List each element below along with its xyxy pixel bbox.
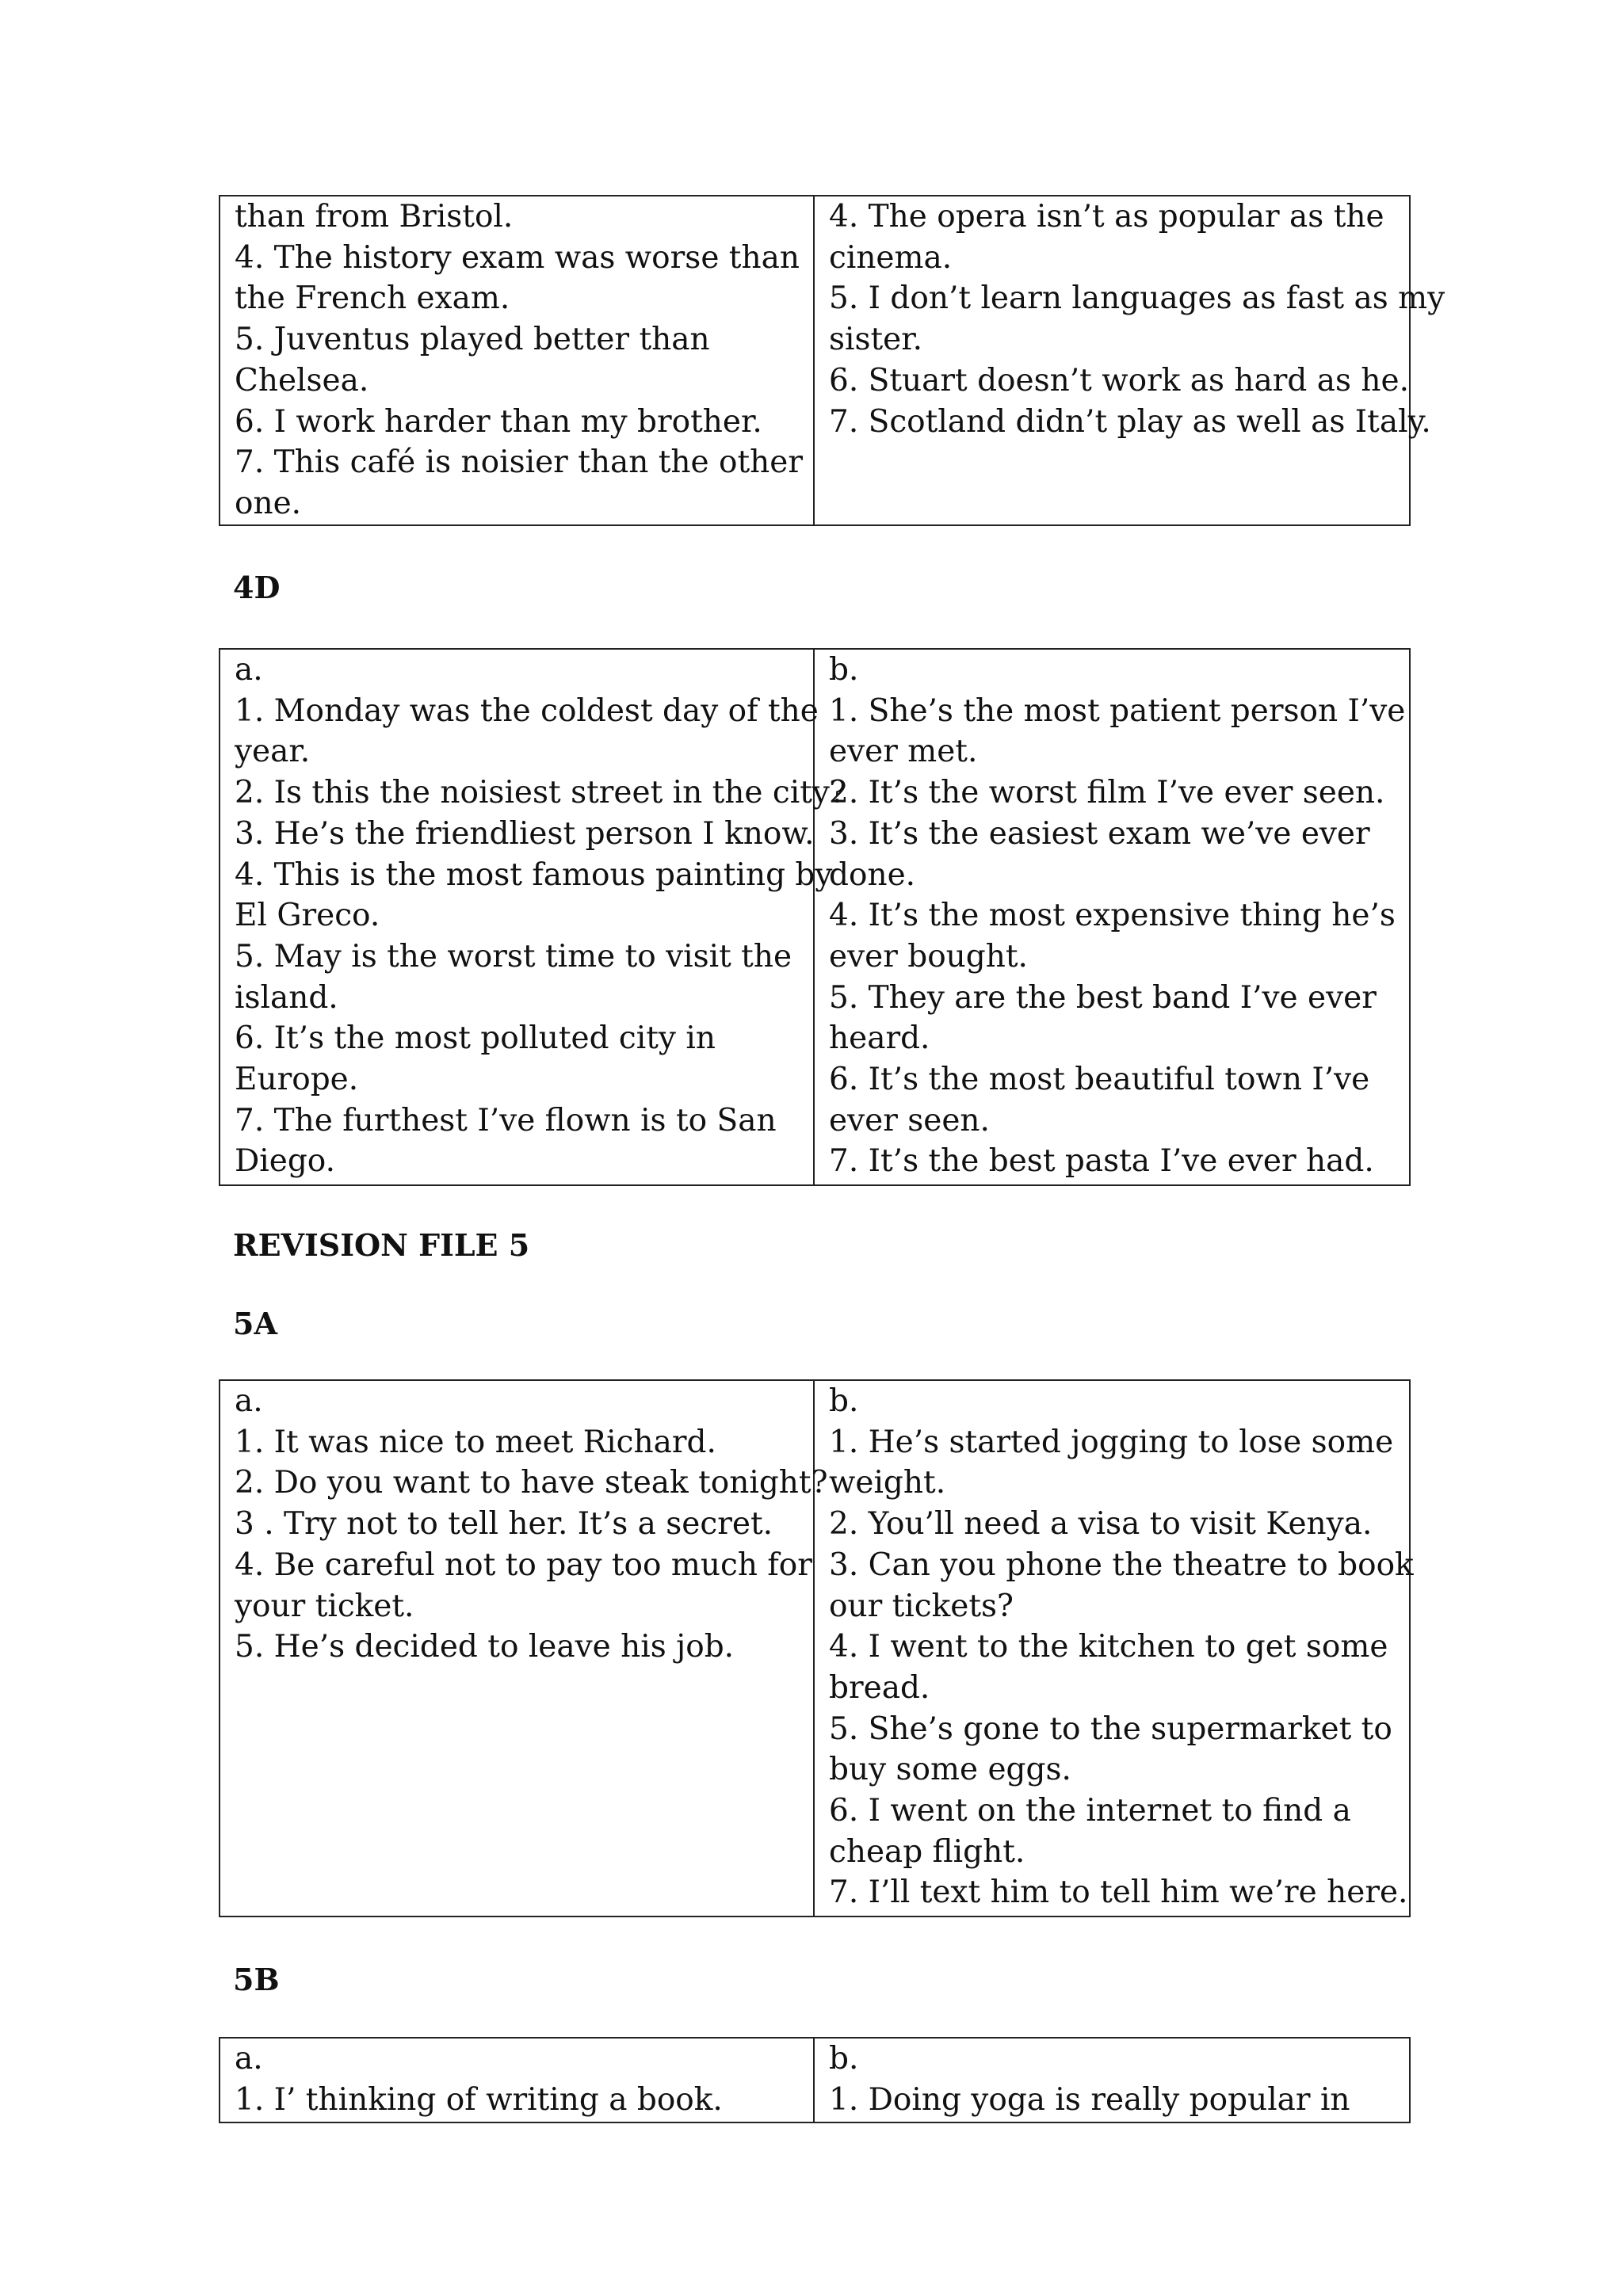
table-cell-line: one.	[235, 485, 302, 521]
table-cell-line: 2. It’s the worst film I’ve ever seen.	[829, 775, 1385, 811]
table-cell-line: cheap flight.	[829, 1833, 1025, 1870]
table-cell-line: 6. Stuart doesn’t work as hard as he.	[829, 362, 1410, 399]
section-heading-5a: 5A	[233, 1306, 277, 1341]
table-cell-line: Chelsea.	[235, 362, 369, 399]
table-cell-line: 4. It’s the most expensive thing he’s	[829, 898, 1396, 934]
table-cell-line: 2. Is this the noisiest street in the city?	[235, 775, 846, 811]
table-cell-line: 4. This is the most famous painting by	[235, 856, 833, 893]
section-heading-revision-file-5: REVISION FILE 5	[233, 1227, 530, 1263]
table-cell-line: a.	[235, 1383, 263, 1419]
table-column-right	[815, 196, 1445, 524]
table-cell-line: heard.	[829, 1020, 930, 1057]
table-cell-line: El Greco.	[235, 898, 380, 934]
table-cell-line: island.	[235, 979, 338, 1016]
answer-table-4c	[219, 195, 1445, 526]
table-cell-line: 7. This café is noisier than the other	[235, 444, 804, 481]
answer-table-5a	[219, 1379, 1414, 1917]
table-cell-line: 6. It’s the most polluted city in	[235, 1020, 716, 1057]
table-cell-line: Diego.	[235, 1143, 335, 1180]
table-column-left	[220, 196, 815, 524]
table-cell-line: 6. I work harder than my brother.	[235, 403, 762, 440]
table-cell-line: the French exam.	[235, 280, 510, 317]
table-cell-line: 4. The history exam was worse than	[235, 239, 800, 276]
table-cell-line: 4. The opera isn’t as popular as the	[829, 199, 1384, 235]
table-cell-line: 1. She’s the most patient person I’ve	[829, 692, 1406, 729]
table-cell-line: 5. She’s gone to the supermarket to	[829, 1711, 1392, 1747]
table-cell-line: ever met.	[829, 734, 978, 770]
table-cell-line: ever bought.	[829, 938, 1028, 974]
table-cell-line: 5. They are the best band I’ve ever	[829, 979, 1377, 1016]
table-cell-line: 2. Do you want to have steak tonight?	[235, 1465, 828, 1501]
table-cell-line: b.	[829, 1383, 859, 1419]
table-cell-line: 1. Doing yoga is really popular in	[829, 2081, 1350, 2118]
table-cell-line: a.	[235, 2041, 263, 2077]
table-cell-line: 4. Be careful not to pay too much for	[235, 1547, 812, 1583]
table-cell-line: 7. The furthest I’ve flown is to San	[235, 1102, 777, 1138]
table-cell-line: your ticket.	[235, 1588, 414, 1624]
table-cell-line: 5. Juventus played better than	[235, 322, 710, 358]
table-column-left	[220, 1381, 828, 1916]
table-cell-line: 1. It was nice to meet Richard.	[235, 1424, 716, 1460]
table-cell-line: 3. He’s the friendliest person I know.	[235, 815, 815, 852]
table-cell-line: sister.	[829, 322, 923, 358]
table-cell-line: 3. Can you phone the theatre to book	[829, 1547, 1414, 1583]
table-cell-line: b.	[829, 652, 859, 688]
table-cell-line: year.	[235, 734, 311, 770]
answer-table-4d	[219, 648, 1411, 1186]
table-cell-line: cinema.	[829, 239, 953, 276]
table-cell-line: 4. I went to the kitchen to get some	[829, 1629, 1388, 1665]
table-column-left	[220, 2039, 815, 2122]
table-cell-line: 7. Scotland didn’t play as well as Italy.	[829, 403, 1431, 440]
table-cell-line: 5. He’s decided to leave his job.	[235, 1629, 735, 1665]
table-cell-line: 5. I don’t learn languages as fast as my	[829, 280, 1445, 317]
table-cell-line: a.	[235, 652, 263, 688]
table-column-right	[815, 2039, 1409, 2122]
table-cell-line: buy some eggs.	[829, 1752, 1071, 1788]
section-heading-4d: 4D	[233, 570, 281, 605]
table-cell-line: 2. You’ll need a visa to visit Kenya.	[829, 1506, 1373, 1543]
table-cell-line: 7. I’ll text him to tell him we’re here.	[829, 1875, 1408, 1911]
table-column-right	[815, 1381, 1414, 1916]
answer-table-5b	[219, 2037, 1411, 2123]
table-column-right	[815, 650, 1409, 1184]
table-cell-line: 1. I’ thinking of writing a book.	[235, 2081, 723, 2118]
table-cell-line: done.	[829, 856, 916, 893]
table-cell-line: Europe.	[235, 1062, 359, 1098]
table-cell-line: than from Bristol.	[235, 199, 514, 235]
table-cell-line: our tickets?	[829, 1588, 1014, 1624]
table-cell-line: 6. I went on the internet to find a	[829, 1793, 1351, 1829]
table-cell-line: weight.	[829, 1465, 946, 1501]
table-cell-line: b.	[829, 2041, 859, 2077]
table-cell-line: 5. May is the worst time to visit the	[235, 938, 792, 974]
table-cell-line: 3. It’s the easiest exam we’ve ever	[829, 815, 1370, 852]
table-column-left	[220, 650, 846, 1184]
table-cell-line: bread.	[829, 1669, 930, 1706]
table-cell-line: 3 . Try not to tell her. It’s a secret.	[235, 1506, 773, 1543]
table-cell-line: 6. It’s the most beautiful town I’ve	[829, 1062, 1370, 1098]
table-cell-line: 1. He’s started jogging to lose some	[829, 1424, 1394, 1460]
table-cell-line: 1. Monday was the coldest day of the	[235, 692, 819, 729]
section-heading-5b: 5B	[233, 1962, 280, 1997]
table-cell-line: ever seen.	[829, 1102, 990, 1138]
table-cell-line: 7. It’s the best pasta I’ve ever had.	[829, 1143, 1374, 1180]
